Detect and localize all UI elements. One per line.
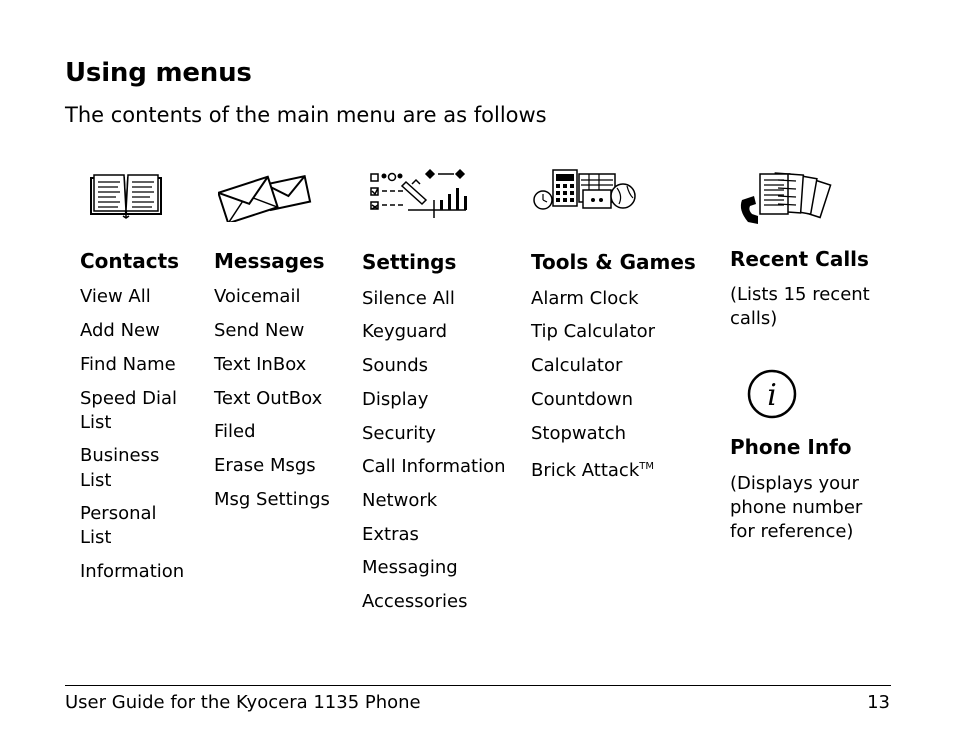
contacts-item: Personal: [80, 503, 157, 524]
contacts-item: View All: [80, 286, 151, 307]
info-icon: [746, 368, 798, 420]
tools-item: Brick Attack: [531, 460, 640, 481]
tools-item: Tip Calculator: [531, 321, 655, 342]
messages-item: Erase Msgs: [214, 455, 316, 476]
settings-item: Sounds: [362, 355, 429, 376]
settings-controls-icon: [368, 166, 474, 220]
contacts-item: Speed Dial: [80, 388, 178, 409]
settings-item: Security: [362, 423, 436, 444]
tools-games-heading: Tools & Games: [531, 250, 696, 274]
phone-info-desc: (Displays your: [730, 473, 859, 494]
tools-item: Calculator: [531, 355, 623, 376]
settings-item: Keyguard: [362, 321, 448, 342]
contacts-heading: Contacts: [80, 249, 180, 273]
phone-call-log-icon: [736, 170, 840, 228]
info-icon-glyph: i: [767, 378, 777, 413]
page-title: Using menus: [65, 58, 252, 88]
contacts-item: List: [80, 527, 112, 548]
messages-item: Text InBox: [214, 354, 307, 375]
contacts-item: List: [80, 412, 112, 433]
tools-item: Countdown: [531, 389, 634, 410]
messages-item: Filed: [214, 421, 256, 442]
recent-calls-desc: (Lists 15 recent: [730, 284, 870, 305]
phone-info-desc: for reference): [730, 521, 854, 542]
settings-item: Display: [362, 389, 429, 410]
settings-item: Silence All: [362, 288, 455, 309]
page-subtitle: The contents of the main menu are as follows: [65, 103, 547, 127]
settings-item: Network: [362, 490, 438, 511]
messages-item: Msg Settings: [214, 489, 330, 510]
contacts-item: List: [80, 470, 112, 491]
envelopes-icon: [218, 170, 314, 222]
settings-item: Messaging: [362, 557, 458, 578]
settings-item: Accessories: [362, 591, 468, 612]
messages-item: Text OutBox: [214, 388, 323, 409]
contacts-item: Business: [80, 445, 160, 466]
footer-title: User Guide for the Kyocera 1135 Phone: [65, 692, 421, 713]
trademark-symbol: TM: [639, 461, 655, 472]
tools-item: Stopwatch: [531, 423, 627, 444]
contacts-item: Add New: [80, 320, 160, 341]
footer-divider: [65, 685, 891, 686]
messages-heading: Messages: [214, 249, 325, 273]
address-book-icon: [88, 170, 164, 220]
tools-games-icon: [533, 166, 637, 216]
recent-calls-desc: calls): [730, 308, 778, 329]
settings-item: Extras: [362, 524, 419, 545]
tools-item: Alarm Clock: [531, 288, 639, 309]
contacts-item: Information: [80, 561, 185, 582]
messages-item: Send New: [214, 320, 305, 341]
phone-info-heading: Phone Info: [730, 435, 852, 459]
recent-calls-heading: Recent Calls: [730, 247, 869, 271]
settings-item: Call Information: [362, 456, 506, 477]
tools-item-brick-attack: [531, 455, 654, 483]
contacts-item: Find Name: [80, 354, 176, 375]
phone-info-desc: phone number: [730, 497, 863, 518]
settings-heading: Settings: [362, 250, 457, 274]
page-number: 13: [867, 692, 890, 713]
messages-item: Voicemail: [214, 286, 301, 307]
